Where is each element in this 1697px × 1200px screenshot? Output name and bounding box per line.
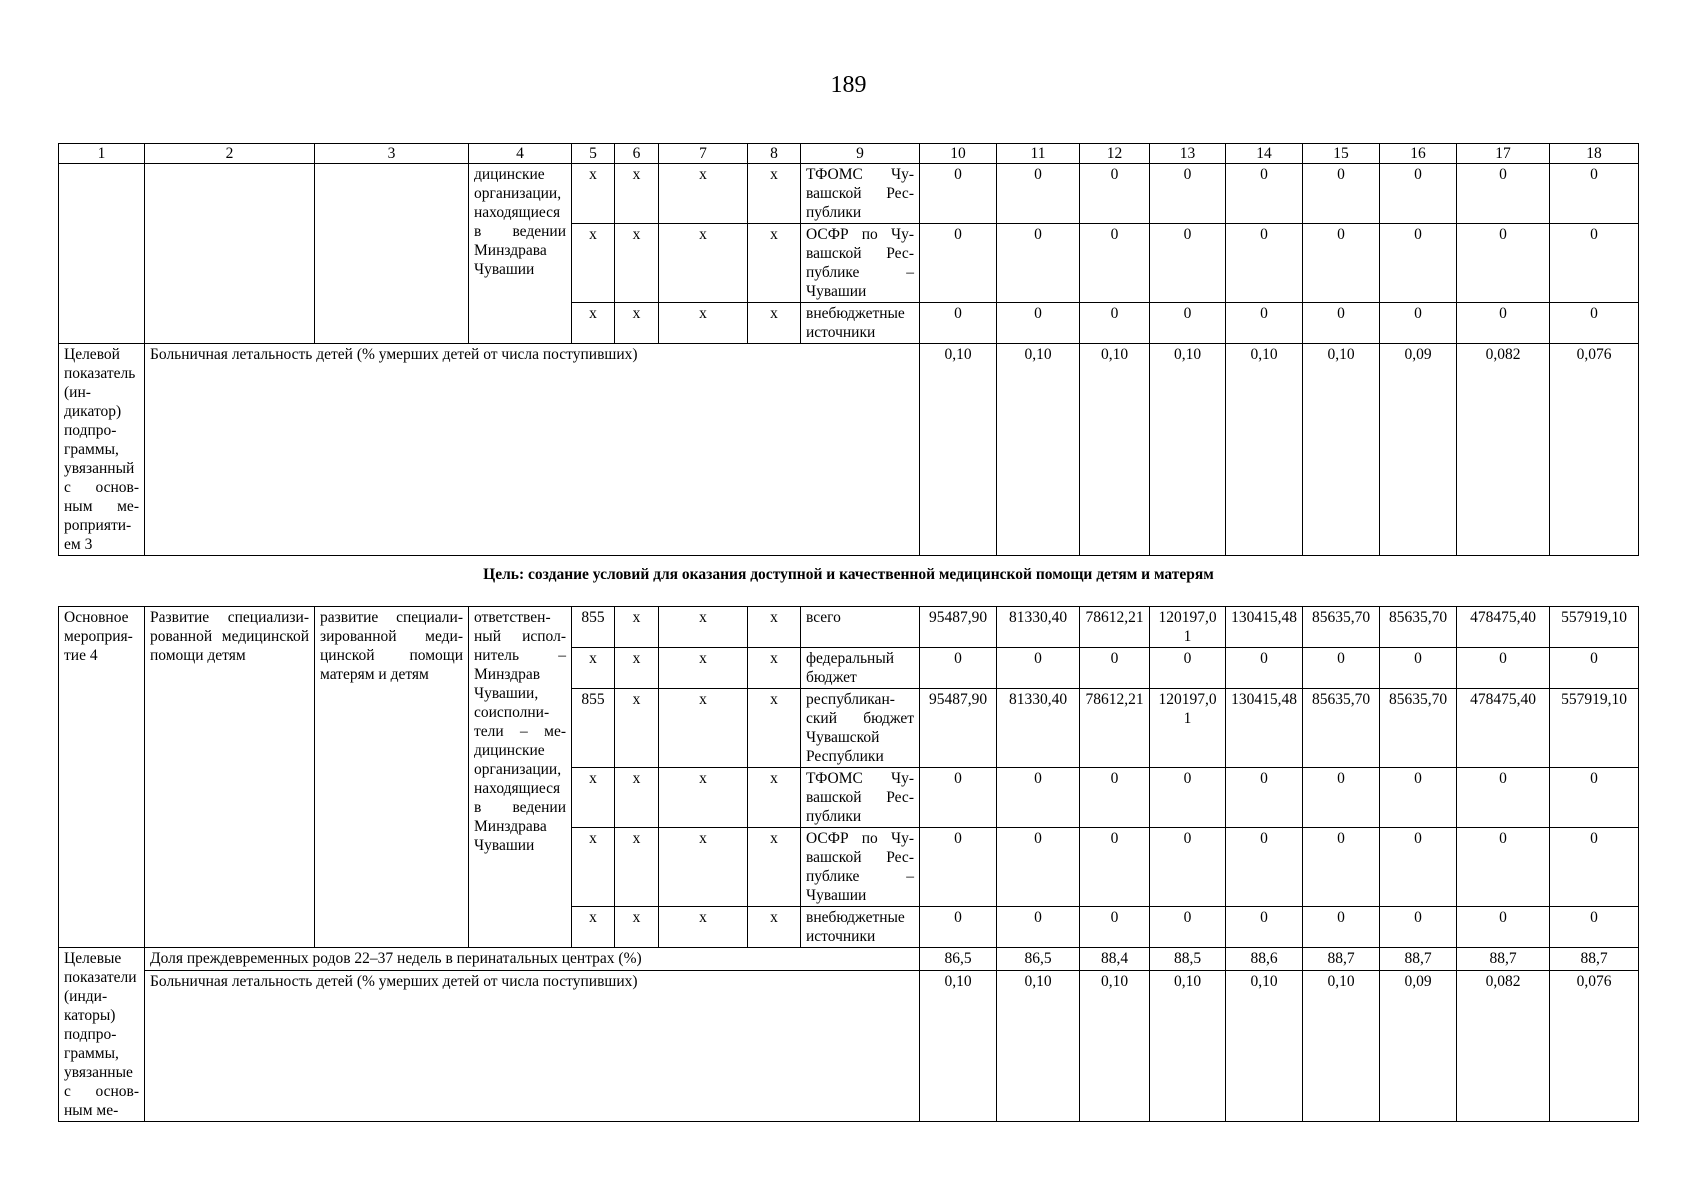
value-cell: 130415,48 — [1226, 689, 1303, 768]
column-number: 1 — [59, 144, 145, 164]
source-cell: ТФОМС Чувашской Республики — [801, 164, 920, 224]
indicator-value: 86,5 — [997, 948, 1080, 971]
value-cell: 0 — [1150, 648, 1226, 689]
indicator-value: 0,10 — [920, 971, 997, 1122]
value-cell: 95487,90 — [920, 607, 997, 648]
indicators-label: Целевые показатели (индикаторы) подпрограммы, увязанные с основным ме- — [59, 948, 145, 1122]
column-number: 18 — [1550, 144, 1639, 164]
indicator-row — [59, 948, 1639, 971]
budget-table-part-2 — [58, 606, 1639, 1122]
value-cell: 557919,10 — [1550, 689, 1639, 768]
value-cell: 0 — [1080, 907, 1150, 948]
value-cell: 0 — [997, 907, 1080, 948]
value-cell: 81330,40 — [997, 607, 1080, 648]
cell-c8: х — [748, 907, 801, 948]
indicator-value: 0,10 — [1080, 344, 1150, 556]
cell-c6: х — [615, 224, 659, 303]
value-cell: 78612,21 — [1080, 607, 1150, 648]
value-cell: 0 — [1550, 907, 1639, 948]
cell-c7: х — [659, 768, 748, 828]
value-cell: 0 — [1150, 164, 1226, 224]
indicator-value: 0,076 — [1550, 971, 1639, 1122]
indicator-value: 88,5 — [1150, 948, 1226, 971]
cell-c7: х — [659, 224, 748, 303]
cell-c7: х — [659, 828, 748, 907]
value-cell: 0 — [1080, 224, 1150, 303]
value-cell: 0 — [1380, 768, 1457, 828]
value-cell: 0 — [1303, 828, 1380, 907]
value-cell: 0 — [920, 828, 997, 907]
value-cell: 0 — [1080, 164, 1150, 224]
empty-cell — [59, 164, 145, 344]
value-cell: 0 — [997, 224, 1080, 303]
indicator-label: Целевой показатель (индикатор) подпрограммы, увязанный с основным мероприятием 3 — [59, 344, 145, 556]
value-cell: 0 — [1080, 768, 1150, 828]
cell-c8: х — [748, 689, 801, 768]
column-number: 6 — [615, 144, 659, 164]
indicator-value: 0,10 — [1226, 971, 1303, 1122]
value-cell: 0 — [1457, 164, 1550, 224]
value-cell: 0 — [1380, 303, 1457, 344]
table-row — [59, 607, 1639, 648]
indicator-value: 0,082 — [1457, 344, 1550, 556]
value-cell: 0 — [1457, 224, 1550, 303]
budget-table-part-1 — [58, 143, 1639, 556]
indicator-value: 86,5 — [920, 948, 997, 971]
value-cell: 0 — [1150, 907, 1226, 948]
value-cell: 0 — [1550, 648, 1639, 689]
cell-c6: х — [615, 303, 659, 344]
value-cell: 0 — [997, 648, 1080, 689]
value-cell: 0 — [1380, 164, 1457, 224]
cell-c5: х — [572, 164, 615, 224]
column-number: 10 — [920, 144, 997, 164]
column-number: 9 — [801, 144, 920, 164]
cell-c6: х — [615, 607, 659, 648]
value-cell: 0 — [1457, 303, 1550, 344]
value-cell: 0 — [1080, 828, 1150, 907]
value-cell: 120197,01 — [1150, 607, 1226, 648]
value-cell: 78612,21 — [1080, 689, 1150, 768]
activity-name-cell: Развитие специализированной медицинской помощи детям — [145, 607, 315, 948]
value-cell: 0 — [1150, 768, 1226, 828]
indicator-value: 88,7 — [1303, 948, 1380, 971]
source-cell: ТФОМС Чувашской Республики — [801, 768, 920, 828]
column-number: 3 — [315, 144, 469, 164]
value-cell: 120197,01 — [1150, 689, 1226, 768]
empty-cell — [145, 164, 315, 344]
indicator-value: 0,10 — [1303, 344, 1380, 556]
column-number: 4 — [469, 144, 572, 164]
value-cell: 85635,70 — [1303, 689, 1380, 768]
column-number: 2 — [145, 144, 315, 164]
value-cell: 0 — [1457, 828, 1550, 907]
value-cell: 0 — [1226, 768, 1303, 828]
source-cell: федеральный бюджет — [801, 648, 920, 689]
indicator-value: 0,076 — [1550, 344, 1639, 556]
cell-c5: х — [572, 303, 615, 344]
activity-number-cell: Основное мероприятие 4 — [59, 607, 145, 948]
column-number-row — [59, 144, 1639, 164]
value-cell: 0 — [1226, 164, 1303, 224]
value-cell: 0 — [1550, 828, 1639, 907]
indicator-row — [59, 344, 1639, 556]
source-cell: республиканский бюджет Чувашской Республики — [801, 689, 920, 768]
value-cell: 0 — [1303, 303, 1380, 344]
activity-description-cell: развитие специализированной медицинской помощи матерям и детям — [315, 607, 469, 948]
column-number: 11 — [997, 144, 1080, 164]
indicator-text: Больничная летальность детей (% умерших детей от числа поступивших) — [145, 971, 920, 1122]
cell-c7: х — [659, 689, 748, 768]
value-cell: 0 — [1226, 303, 1303, 344]
value-cell: 0 — [1226, 907, 1303, 948]
value-cell: 0 — [997, 164, 1080, 224]
value-cell: 0 — [1550, 224, 1639, 303]
cell-c7: х — [659, 164, 748, 224]
indicator-value: 0,10 — [997, 344, 1080, 556]
cell-c8: х — [748, 607, 801, 648]
value-cell: 0 — [997, 828, 1080, 907]
cell-c7: х — [659, 607, 748, 648]
column-number: 7 — [659, 144, 748, 164]
value-cell: 0 — [1080, 648, 1150, 689]
cell-c8: х — [748, 224, 801, 303]
value-cell: 0 — [1457, 648, 1550, 689]
indicator-value: 0,10 — [1226, 344, 1303, 556]
value-cell: 0 — [920, 224, 997, 303]
indicator-value: 0,10 — [1150, 971, 1226, 1122]
column-number: 16 — [1380, 144, 1457, 164]
source-cell: внебюджетные источники — [801, 907, 920, 948]
cell-c8: х — [748, 828, 801, 907]
cell-c5: 855 — [572, 689, 615, 768]
value-cell: 0 — [1303, 164, 1380, 224]
column-number: 8 — [748, 144, 801, 164]
cell-c7: х — [659, 648, 748, 689]
indicator-value: 88,7 — [1550, 948, 1639, 971]
page-number: 189 — [830, 72, 867, 98]
cell-c7: х — [659, 907, 748, 948]
cell-c8: х — [748, 303, 801, 344]
empty-cell — [315, 164, 469, 344]
value-cell: 0 — [1226, 224, 1303, 303]
value-cell: 0 — [920, 303, 997, 344]
value-cell: 0 — [1380, 224, 1457, 303]
indicator-value: 0,10 — [1080, 971, 1150, 1122]
cell-c6: х — [615, 768, 659, 828]
value-cell: 0 — [1550, 303, 1639, 344]
value-cell: 85635,70 — [1303, 607, 1380, 648]
column-number: 14 — [1226, 144, 1303, 164]
source-cell: всего — [801, 607, 920, 648]
value-cell: 0 — [1303, 224, 1380, 303]
cell-c5: х — [572, 907, 615, 948]
goal-heading: Цель: создание условий для оказания доступной и качественной медицинской помощи детям и матерям — [483, 566, 1214, 583]
cell-c8: х — [748, 164, 801, 224]
value-cell: 478475,40 — [1457, 689, 1550, 768]
indicator-value: 0,09 — [1380, 971, 1457, 1122]
table-row — [59, 164, 1639, 224]
value-cell: 0 — [1150, 828, 1226, 907]
indicator-value: 0,10 — [1150, 344, 1226, 556]
indicator-value: 88,4 — [1080, 948, 1150, 971]
source-cell: ОСФР по Чувашской Республике – Чувашии — [801, 224, 920, 303]
cell-c5: 855 — [572, 607, 615, 648]
cell-c8: х — [748, 648, 801, 689]
value-cell: 95487,90 — [920, 689, 997, 768]
value-cell: 0 — [1150, 224, 1226, 303]
value-cell: 81330,40 — [997, 689, 1080, 768]
cell-c6: х — [615, 907, 659, 948]
source-cell: внебюджетные источники — [801, 303, 920, 344]
cell-c5: х — [572, 224, 615, 303]
value-cell: 0 — [920, 164, 997, 224]
value-cell: 0 — [1550, 768, 1639, 828]
value-cell: 0 — [1380, 648, 1457, 689]
indicator-text: Доля преждевременных родов 22–37 недель в перинатальных центрах (%) — [145, 948, 920, 971]
value-cell: 0 — [1226, 828, 1303, 907]
indicator-value: 0,09 — [1380, 344, 1457, 556]
executor-cell: ответственный исполнитель – Минздрав Чувашии, соисполнители – медицинские организации, находящиеся в ведении Минздрава Чувашии — [469, 607, 572, 948]
cell-c5: х — [572, 828, 615, 907]
cell-c8: х — [748, 768, 801, 828]
cell-c6: х — [615, 164, 659, 224]
value-cell: 557919,10 — [1550, 607, 1639, 648]
value-cell: 0 — [1303, 907, 1380, 948]
value-cell: 0 — [1457, 907, 1550, 948]
cell-c6: х — [615, 689, 659, 768]
indicator-value: 88,7 — [1380, 948, 1457, 971]
value-cell: 0 — [1226, 648, 1303, 689]
column-number: 13 — [1150, 144, 1226, 164]
column-number: 12 — [1080, 144, 1150, 164]
column-number: 5 — [572, 144, 615, 164]
cell-c7: х — [659, 303, 748, 344]
indicator-value: 0,10 — [997, 971, 1080, 1122]
value-cell: 85635,70 — [1380, 689, 1457, 768]
cell-c6: х — [615, 648, 659, 689]
indicator-value: 0,10 — [1303, 971, 1380, 1122]
value-cell: 0 — [920, 648, 997, 689]
value-cell: 0 — [920, 907, 997, 948]
value-cell: 0 — [1080, 303, 1150, 344]
value-cell: 0 — [1550, 164, 1639, 224]
indicator-value: 0,10 — [920, 344, 997, 556]
value-cell: 0 — [920, 768, 997, 828]
source-cell: ОСФР по Чувашской Республике – Чувашии — [801, 828, 920, 907]
value-cell: 0 — [1457, 768, 1550, 828]
value-cell: 85635,70 — [1380, 607, 1457, 648]
column-number: 15 — [1303, 144, 1380, 164]
value-cell: 0 — [997, 303, 1080, 344]
cell-c5: х — [572, 648, 615, 689]
value-cell: 0 — [1380, 907, 1457, 948]
cell-c5: х — [572, 768, 615, 828]
value-cell: 0 — [1380, 828, 1457, 907]
indicator-value: 0,082 — [1457, 971, 1550, 1122]
value-cell: 0 — [1303, 648, 1380, 689]
indicator-value: 88,6 — [1226, 948, 1303, 971]
value-cell: 0 — [1303, 768, 1380, 828]
value-cell: 0 — [997, 768, 1080, 828]
value-cell: 478475,40 — [1457, 607, 1550, 648]
indicator-value: 88,7 — [1457, 948, 1550, 971]
indicator-text: Больничная летальность детей (% умерших детей от числа поступивших) — [145, 344, 920, 556]
executor-cell: дицинские организации, находящиеся в ведении Минздрава Чувашии — [469, 164, 572, 344]
indicator-row — [59, 971, 1639, 1122]
value-cell: 130415,48 — [1226, 607, 1303, 648]
value-cell: 0 — [1150, 303, 1226, 344]
column-number: 17 — [1457, 144, 1550, 164]
cell-c6: х — [615, 828, 659, 907]
